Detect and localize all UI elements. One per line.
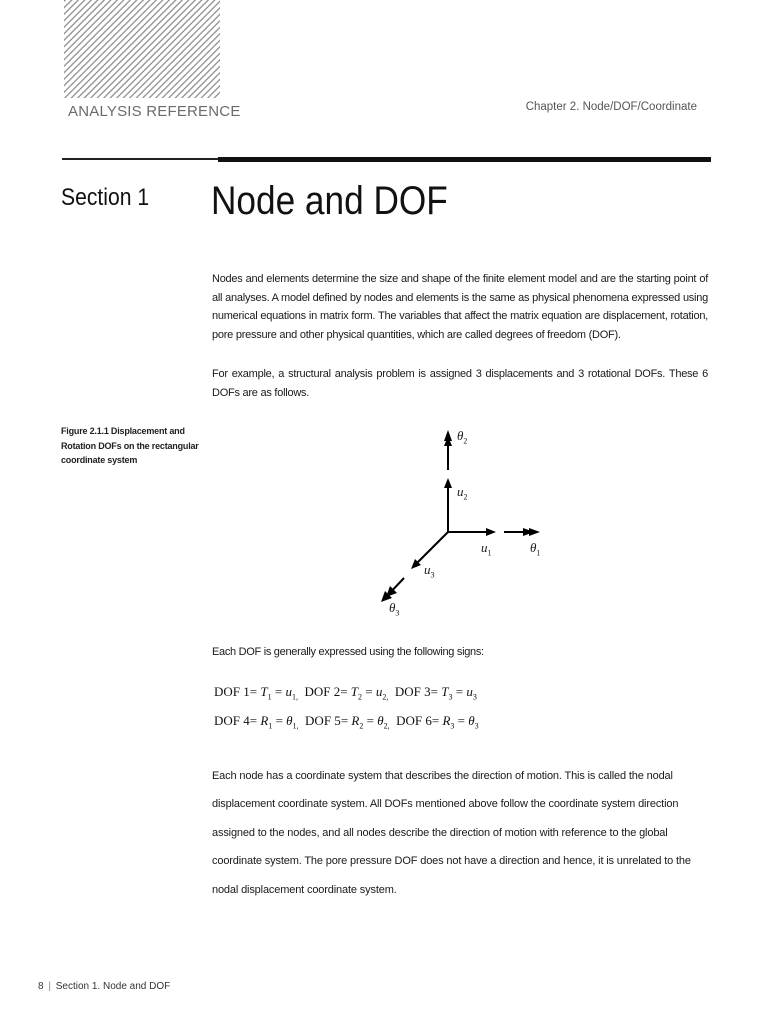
equation-dof4: DOF $4= R_1 = \theta_1$ [214,713,297,731]
equation-line-2: DOF $4= R_1 = \theta_{1,}$ DOF $5= R_2 = \theta_{2,}$ DOF $6= R_3 = \theta_3$ [214,713,479,731]
theta3-label: $\theta_3$ [389,600,400,618]
equation-line-1: DOF $1= T_1 = u_{1,}$ DOF $2= T_2 = u_{2,}$ DOF $3= T_3 = u_3$ [214,684,477,702]
theta1-label: $\theta_1$ [530,540,541,558]
equation-dof2: DOF $2= T_2 = u_2$ [304,684,387,702]
dof-diagram [360,418,560,628]
equation-dof6: DOF $6= R_3 = \theta_3$ [396,713,479,731]
theta2-label: $\theta_2$ [457,428,468,446]
intro-paragraph: Nodes and elements determine the size and shape of the finite element model and are the starting point of all analyses. A model defined by nodes and elements is the same as physical phenomena expressed using numerical equations in matrix form. The variables that affect the matrix equation are displacement, rotation, pore pressure and other physical quantities, which are called degrees of freedom (DOF). [212,273,708,342]
header-rule-thin [62,158,220,160]
u3-label: $u_3$ [424,562,435,580]
section-label: Section 1 [61,184,150,211]
page-number: 8 [38,981,44,992]
example-paragraph: For example, a structural analysis problem is assigned 3 displacements and 3 rotational DOFs. These 6 DOFs are as follows. [212,368,708,399]
footer-section-ref: Section 1. Node and DOF [55,981,171,992]
running-header-title: ANALYSIS REFERENCE [68,103,241,120]
u1-label: $u_1$ [481,540,492,558]
page-title: Node and DOF [211,179,448,223]
header-rule-thick [218,157,711,162]
equation-dof3: DOF $3= T_3 = u_3$ [394,684,477,702]
u2-arrowhead [444,478,452,488]
footer-separator: | [48,981,51,992]
equation-dof1: DOF $1= T_1 = u_1$ [214,684,296,702]
figure-caption: Figure 2.1.1 Displacement and Rotation DOFs on the rectangular coordinate system [61,426,199,465]
nodal-coordinate-paragraph: Each node has a coordinate system that describes the direction of motion. This is called the nodal displacement coordinate system. All DOFs mentioned above follow the coordinate system direction assigned to the nodes, and all nodes describe the direction of motion with reference to the global coordinate system. The pore pressure DOF does not have a direction and hence, it is unrelated to the nodal displacement coordinate system. [212,770,691,896]
dof-axes-svg [360,418,560,628]
running-header-chapter: Chapter 2. Node/DOF/Coordinate [525,101,697,113]
page-footer [38,981,170,992]
u1-arrowhead [486,528,496,536]
theta1-arrowhead-2 [523,528,534,536]
u3-axis-line [416,532,448,564]
header-hatch-pattern [64,0,220,98]
u2-label: $u_2$ [457,484,468,502]
equation-dof5: DOF $5= R_2 = \theta_2$ [305,713,388,731]
signs-intro-text: Each DOF is generally expressed using the following signs: [212,646,484,658]
